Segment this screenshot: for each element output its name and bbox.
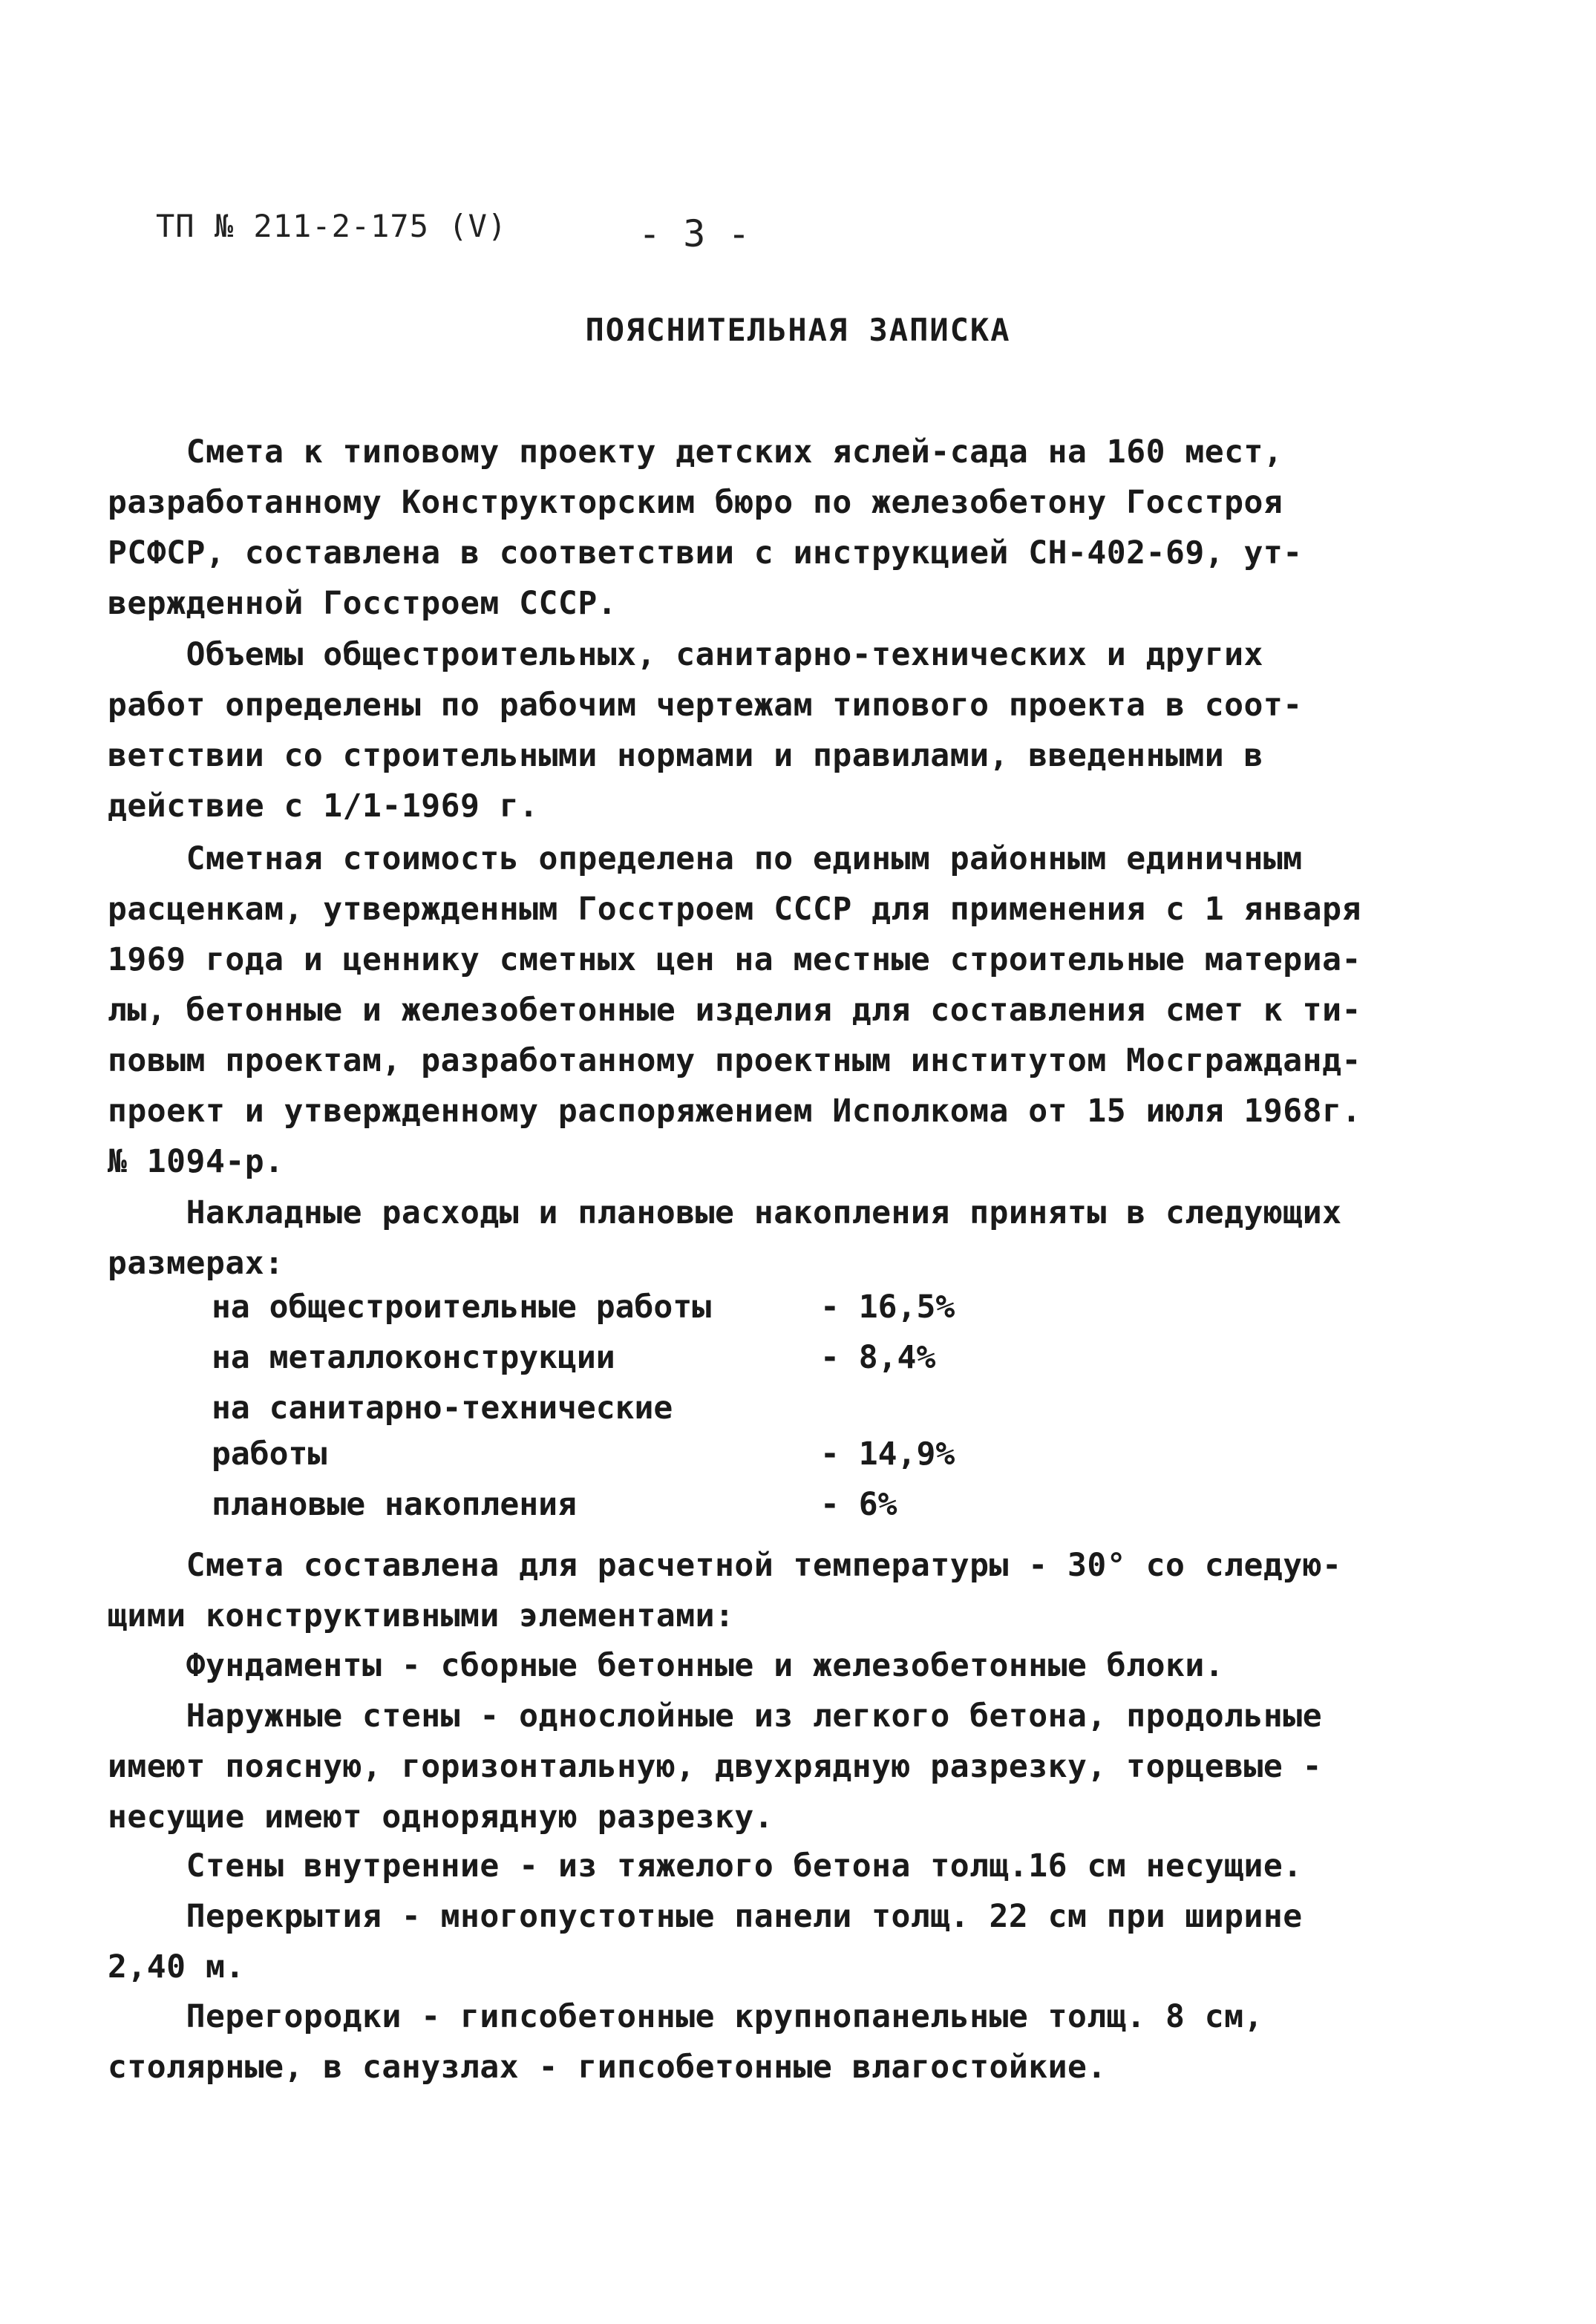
paragraph-external-walls: Наружные стены - однослойные из легкого бетона, продольные имеют поясную, горизонтальную, двухрядную разрезку, торцевые - несущие имеют однорядную разрезку. [108,1698,1323,1836]
paragraph-design-temperature: Смета составлена для расчетной температуры - 30° со следую- щими конструктивными элементами: [108,1547,1342,1634]
paragraph-partitions: Перегородки - гипсобетонные крупнопанельные толщ. 8 см, столярные, в санузлах - гипсобетонные влагостойкие. [108,1998,1263,2086]
document-title: ПОЯСНИТЕЛЬНАЯ ЗАПИСКА [585,312,1011,348]
rate-value: - 16,5% [820,1289,955,1326]
paragraph-foundations: Фундаменты - сборные бетонные и железобетонные блоки. [108,1647,1225,1684]
rate-row [212,1284,984,1330]
paragraph-estimated-cost: Сметная стоимость определена по единым районным единичным расценкам, утвержденным Госстроем СССР для применения с 1 января 1969 года и ценнику сметных цен на местные строительные материа- лы, бетонные и железобетонные изделия для составления смет к ти- повым проектам, разработанному проектным институтом Мосгражданд- проект и утвержденному распоряжением Исполкома от 15 июля 1968г. № 1094-р. [108,840,1361,1180]
paragraph-floor-slabs: Перекрытия - многопустотные панели толщ. 22 см при ширине 2,40 м. [108,1898,1303,1986]
rate-value: - 8,4% [820,1339,936,1376]
rate-name: на санитарно-технические работы [212,1390,673,1473]
rate-row [212,1335,984,1381]
rate-name: на металлоконструкции [212,1339,615,1376]
rate-name: на общестроительные работы [212,1289,712,1326]
paragraph-overheads: Накладные расходы и плановые накопления приняты в следующих размерах: [108,1194,1342,1282]
overhead-rates-list [212,1284,984,1532]
paragraph-work-volumes: Объемы общестроительных, санитарно-технических и других работ определены по рабочим чертежам типового проекта в соот- ветствии со строительными нормами и правилами, введенными в действие с 1/1-1969 г. [108,636,1303,825]
rate-row [212,1482,984,1528]
project-code: ТП № 211-2-175 (V) [156,208,508,244]
paragraph-estimate-intro: Смета к типовому проекту детских яслей-сада на 160 мест, разработанному Конструкторским бюро по железобетону Госстроя РСФСР, составлена в соответствии с инструкцией СН-402-69, ут- вержденной Госстроем СССР. [108,433,1303,622]
paragraph-internal-walls: Стены внутренние - из тяжелого бетона толщ.16 см несущие. [108,1847,1303,1885]
rate-value: - 14,9% [820,1436,955,1473]
rate-value: - 6% [820,1486,897,1523]
rate-row [212,1385,984,1477]
rate-name: плановые накопления [212,1486,577,1523]
page-number: - 3 - [638,212,750,255]
